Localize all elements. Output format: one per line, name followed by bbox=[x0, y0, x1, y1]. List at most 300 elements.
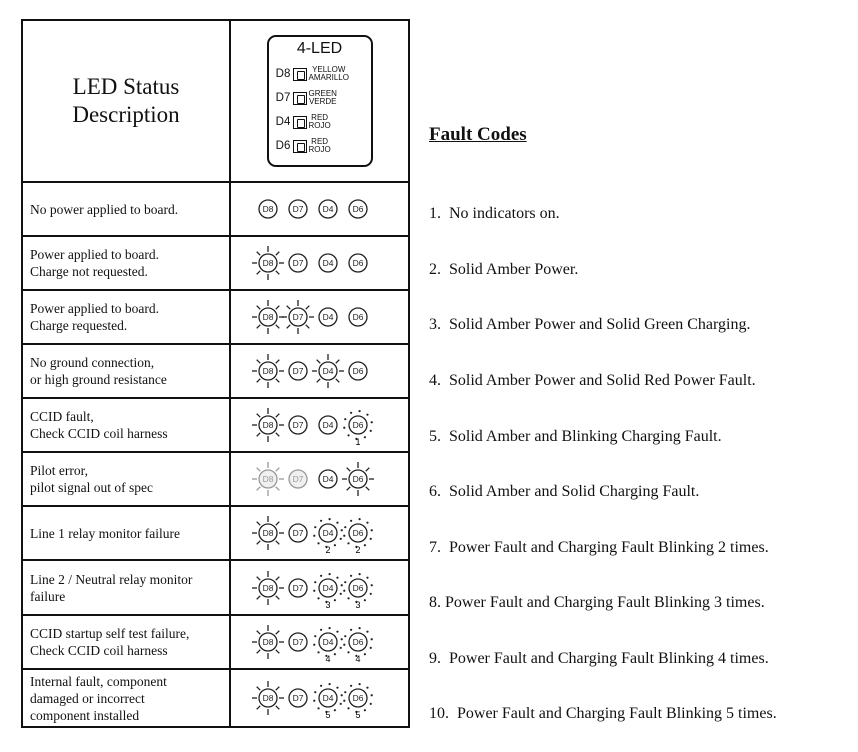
fault-code-item: 3. Solid Amber Power and Solid Green Charging. bbox=[429, 316, 751, 333]
blink-dot bbox=[347, 707, 349, 709]
light-ray bbox=[275, 541, 279, 545]
led-d4-blink bbox=[313, 627, 343, 664]
legend-row-d7 bbox=[274, 87, 337, 109]
light-ray bbox=[275, 379, 279, 383]
light-ray bbox=[275, 631, 279, 635]
blink-dot bbox=[328, 572, 330, 574]
blink-dot bbox=[313, 535, 315, 537]
led-symbol-icon bbox=[293, 116, 307, 129]
led-label: D6 bbox=[352, 258, 363, 269]
led-label: D8 bbox=[262, 312, 273, 323]
led-d8-on bbox=[252, 516, 284, 550]
light-ray bbox=[275, 706, 279, 710]
blink-count: 2 bbox=[324, 545, 331, 555]
led-d6-blink bbox=[343, 518, 373, 555]
status-description-text: CCID startup self test failure, Check CCID coil harness bbox=[30, 626, 190, 658]
led-indicator-cell bbox=[230, 290, 409, 344]
blink-dot bbox=[366, 414, 368, 416]
led-d8-on bbox=[252, 625, 284, 659]
blink-dot bbox=[343, 535, 345, 537]
blink-dot bbox=[344, 581, 346, 583]
led-d4-blink bbox=[313, 572, 343, 609]
blink-dot bbox=[314, 581, 316, 583]
led-status-description bbox=[22, 344, 230, 398]
led-indicators bbox=[250, 618, 390, 666]
header-description-text: LED Status Description bbox=[72, 74, 180, 127]
blink-dot bbox=[336, 631, 338, 633]
fault-code-item: 10. Power Fault and Charging Fault Blinking 5 times. bbox=[429, 705, 777, 722]
light-ray bbox=[335, 379, 339, 383]
light-ray bbox=[256, 706, 260, 710]
led-label: D8 bbox=[262, 528, 273, 539]
blink-dot bbox=[320, 520, 322, 522]
legend-color: GREEN bbox=[308, 89, 337, 98]
light-ray bbox=[256, 414, 260, 418]
blink-dot bbox=[363, 436, 365, 438]
light-ray bbox=[275, 487, 279, 491]
blink-dot bbox=[336, 522, 338, 524]
light-ray bbox=[256, 252, 260, 256]
blink-dot bbox=[366, 631, 368, 633]
blink-dot bbox=[344, 526, 346, 528]
led-label: D4 bbox=[322, 693, 333, 704]
fault-code-item: 1. No indicators on. bbox=[429, 205, 560, 222]
led-label: D7 bbox=[292, 258, 303, 269]
blink-dot bbox=[340, 584, 342, 586]
blink-dot bbox=[347, 434, 349, 436]
led-d6-off bbox=[349, 362, 367, 380]
led-label: D4 bbox=[322, 366, 333, 377]
fault-codes-title: Fault Codes bbox=[429, 124, 527, 145]
led-status-description bbox=[22, 669, 230, 727]
blink-dot bbox=[317, 542, 319, 544]
light-ray bbox=[256, 576, 260, 580]
light-ray bbox=[316, 360, 320, 364]
light-ray bbox=[256, 433, 260, 437]
blink-dot bbox=[363, 599, 365, 601]
fault-code-item: 5. Solid Amber and Blinking Charging Fault. bbox=[429, 428, 722, 445]
status-description-text: No power applied to board. bbox=[30, 201, 179, 217]
led-label: D6 bbox=[352, 637, 363, 648]
led-status-description bbox=[22, 398, 230, 452]
light-ray bbox=[365, 468, 369, 472]
led-status-description bbox=[22, 452, 230, 506]
blink-count: 3 bbox=[354, 599, 361, 610]
led-label: D6 bbox=[352, 474, 363, 485]
status-description-text: Pilot error, pilot signal out of spec bbox=[30, 463, 153, 495]
status-description-text: No ground connection, or high ground resistance bbox=[30, 355, 167, 387]
table-row bbox=[22, 182, 409, 236]
light-ray bbox=[256, 595, 260, 599]
light-ray bbox=[275, 650, 279, 654]
light-ray bbox=[256, 487, 260, 491]
light-ray bbox=[275, 306, 279, 310]
legend-color: RED bbox=[311, 137, 329, 146]
led-status-description bbox=[22, 506, 230, 560]
blink-dot bbox=[336, 576, 338, 578]
light-ray bbox=[305, 306, 309, 310]
blink-dot bbox=[366, 576, 368, 578]
led-symbol-icon bbox=[293, 140, 307, 153]
legend-color: RED bbox=[311, 113, 329, 122]
blink-dot bbox=[343, 644, 345, 646]
light-ray bbox=[275, 325, 279, 329]
blink-dot bbox=[344, 635, 346, 637]
blink-dot bbox=[317, 597, 319, 599]
led-label: D8 bbox=[262, 474, 273, 485]
led-label: D7 bbox=[292, 528, 303, 539]
blink-dot bbox=[369, 703, 371, 705]
led-d8-on bbox=[252, 571, 284, 605]
blink-dot bbox=[320, 629, 322, 631]
blink-dot bbox=[350, 520, 352, 522]
blink-dot bbox=[370, 529, 372, 531]
led-symbol-icon bbox=[293, 92, 307, 105]
blink-dot bbox=[350, 629, 352, 631]
blink-dot bbox=[314, 526, 316, 528]
legend-color-es: AMARILLO bbox=[308, 73, 349, 82]
blink-dot bbox=[333, 544, 335, 546]
led-label: D7 bbox=[292, 204, 303, 215]
blink-count: 5 bbox=[324, 710, 331, 720]
led-d6-blink bbox=[343, 410, 373, 447]
status-description-text: CCID fault, Check CCID coil harness bbox=[30, 409, 168, 441]
led-d7-off bbox=[289, 362, 307, 380]
blink-dot bbox=[350, 412, 352, 414]
legend-code: D8 bbox=[275, 68, 291, 80]
led-d8-on bbox=[252, 408, 284, 442]
led-label: D8 bbox=[262, 420, 273, 431]
led-d8-on bbox=[252, 681, 284, 715]
led-label: D6 bbox=[352, 366, 363, 377]
led-label: D4 bbox=[322, 637, 333, 648]
led-d7-on bbox=[282, 300, 314, 334]
led-d7-gray bbox=[289, 470, 307, 488]
blink-dot bbox=[370, 638, 372, 640]
led-d6-blink bbox=[343, 572, 373, 609]
blink-dot bbox=[340, 694, 342, 696]
light-ray bbox=[275, 360, 279, 364]
led-label: D6 bbox=[352, 693, 363, 704]
led-status-description bbox=[22, 236, 230, 290]
light-ray bbox=[335, 360, 339, 364]
status-description-text: Line 2 / Neutral relay monitor failure bbox=[30, 571, 193, 604]
led-label: D4 bbox=[322, 312, 333, 323]
blink-dot bbox=[333, 653, 335, 655]
blink-dot bbox=[320, 685, 322, 687]
blink-count: 4 bbox=[324, 654, 331, 664]
table-row bbox=[22, 344, 409, 398]
legend-code: D7 bbox=[275, 92, 291, 104]
fault-code-item: 6. Solid Amber and Solid Charging Fault. bbox=[429, 483, 700, 500]
led-d4-off bbox=[319, 470, 337, 488]
led-label: D6 bbox=[352, 582, 363, 593]
led-indicators bbox=[250, 239, 390, 287]
led-label: D7 bbox=[292, 582, 303, 593]
light-ray bbox=[256, 360, 260, 364]
led-indicators bbox=[250, 564, 390, 612]
status-description-text: Power applied to board. Charge requested. bbox=[30, 301, 159, 333]
led-d6-blink bbox=[343, 683, 373, 720]
light-ray bbox=[275, 433, 279, 437]
blink-count: 4 bbox=[354, 654, 361, 664]
blink-dot bbox=[340, 529, 342, 531]
led-label: D4 bbox=[322, 582, 333, 593]
led-label: D6 bbox=[352, 204, 363, 215]
legend-color-es: VERDE bbox=[308, 97, 337, 106]
light-ray bbox=[346, 468, 350, 472]
led-label: D8 bbox=[262, 637, 273, 648]
blink-dot bbox=[333, 709, 335, 711]
led-d7-off bbox=[289, 254, 307, 272]
table-row bbox=[22, 236, 409, 290]
light-ray bbox=[256, 631, 260, 635]
blink-dot bbox=[339, 647, 341, 649]
blink-dot bbox=[339, 592, 341, 594]
light-ray bbox=[256, 325, 260, 329]
light-ray bbox=[305, 325, 309, 329]
light-ray bbox=[275, 414, 279, 418]
led-label: D4 bbox=[322, 258, 333, 269]
blink-dot bbox=[343, 700, 345, 702]
led-d4-on bbox=[312, 354, 344, 388]
blink-dot bbox=[317, 651, 319, 653]
blink-dot bbox=[363, 653, 365, 655]
led-label: D4 bbox=[322, 204, 333, 215]
legend-title: 4-LED bbox=[296, 40, 343, 57]
blink-count: 3 bbox=[324, 599, 331, 610]
blink-dot bbox=[369, 592, 371, 594]
blink-dot bbox=[320, 574, 322, 576]
blink-dot bbox=[333, 599, 335, 601]
led-d7-off bbox=[289, 579, 307, 597]
fault-code-item: 9. Power Fault and Charging Fault Blinking 4 times. bbox=[429, 650, 769, 667]
light-ray bbox=[256, 650, 260, 654]
led-status-description bbox=[22, 290, 230, 344]
led-indicators bbox=[250, 185, 390, 233]
led-indicator-cell bbox=[230, 236, 409, 290]
table-row bbox=[22, 615, 409, 669]
led-indicators bbox=[250, 347, 390, 395]
blink-dot bbox=[350, 685, 352, 687]
led-label: D6 bbox=[352, 312, 363, 323]
blink-dot bbox=[339, 703, 341, 705]
blink-dot bbox=[369, 538, 371, 540]
light-ray bbox=[286, 306, 290, 310]
status-description-text: Power applied to board. Charge not requested. bbox=[30, 247, 159, 279]
led-d6-on bbox=[342, 462, 374, 496]
blink-dot bbox=[358, 572, 360, 574]
blink-dot bbox=[358, 518, 360, 520]
led-label: D7 bbox=[292, 637, 303, 648]
blink-dot bbox=[313, 589, 315, 591]
blink-dot bbox=[366, 522, 368, 524]
led-d6-off bbox=[349, 308, 367, 326]
table-row bbox=[22, 290, 409, 344]
light-ray bbox=[275, 522, 279, 526]
led-d7-off bbox=[289, 524, 307, 542]
led-label: D6 bbox=[352, 528, 363, 539]
blink-dot bbox=[350, 574, 352, 576]
blink-dot bbox=[317, 707, 319, 709]
led-d6-blink bbox=[343, 627, 373, 664]
fault-code-item: 7. Power Fault and Charging Fault Blinking 2 times. bbox=[429, 539, 769, 556]
legend-color: YELLOW bbox=[312, 65, 346, 74]
blink-dot bbox=[328, 518, 330, 520]
led-label: D8 bbox=[262, 693, 273, 704]
legend-row-d6 bbox=[274, 135, 331, 157]
blink-dot bbox=[369, 430, 371, 432]
led-label: D7 bbox=[292, 693, 303, 704]
legend-row-d4 bbox=[274, 111, 331, 133]
table-row bbox=[22, 560, 409, 615]
led-d7-off bbox=[289, 416, 307, 434]
blink-dot bbox=[363, 544, 365, 546]
led-indicator-cell bbox=[230, 182, 409, 236]
blink-dot bbox=[328, 627, 330, 629]
led-d8-off bbox=[259, 200, 277, 218]
blink-dot bbox=[358, 410, 360, 412]
led-d4-blink bbox=[313, 518, 343, 555]
led-d8-on-gray bbox=[252, 462, 284, 496]
fault-code-item: 8. Power Fault and Charging Fault Blinking 3 times. bbox=[429, 594, 765, 611]
legend-row-d8 bbox=[274, 63, 349, 85]
light-ray bbox=[346, 487, 350, 491]
led-status-description bbox=[22, 182, 230, 236]
light-ray bbox=[275, 687, 279, 691]
legend-color-es: ROJO bbox=[308, 145, 331, 154]
light-ray bbox=[275, 468, 279, 472]
blink-dot bbox=[336, 687, 338, 689]
led-symbol-icon bbox=[293, 68, 307, 81]
led-label: D4 bbox=[322, 528, 333, 539]
light-ray bbox=[275, 595, 279, 599]
light-ray bbox=[286, 325, 290, 329]
light-ray bbox=[316, 379, 320, 383]
led-d4-off bbox=[319, 416, 337, 434]
led-indicators bbox=[250, 293, 390, 341]
led-label: D8 bbox=[262, 582, 273, 593]
legend-code: D6 bbox=[275, 140, 291, 152]
blink-count: 2 bbox=[354, 545, 361, 555]
table-row bbox=[22, 506, 409, 560]
led-label: D4 bbox=[322, 420, 333, 431]
blink-dot bbox=[314, 635, 316, 637]
led-status-table bbox=[21, 19, 410, 728]
blink-dot bbox=[339, 538, 341, 540]
led-indicator-cell bbox=[230, 398, 409, 452]
light-ray bbox=[256, 468, 260, 472]
light-ray bbox=[256, 379, 260, 383]
light-ray bbox=[256, 541, 260, 545]
led-d8-on bbox=[252, 354, 284, 388]
blink-dot bbox=[347, 542, 349, 544]
blink-dot bbox=[370, 421, 372, 423]
blink-dot bbox=[347, 651, 349, 653]
led-label: D7 bbox=[292, 420, 303, 431]
led-d7-off bbox=[289, 633, 307, 651]
led-status-description bbox=[22, 560, 230, 615]
light-ray bbox=[256, 271, 260, 275]
fault-code-item: 4. Solid Amber Power and Solid Red Power Fault. bbox=[429, 372, 756, 389]
led-label: D7 bbox=[292, 312, 303, 323]
light-ray bbox=[256, 687, 260, 691]
blink-dot bbox=[340, 638, 342, 640]
led-label: D6 bbox=[352, 420, 363, 431]
blink-dot bbox=[343, 427, 345, 429]
led-indicator-cell bbox=[230, 506, 409, 560]
led-legend bbox=[267, 35, 373, 167]
blink-dot bbox=[363, 709, 365, 711]
led-indicators bbox=[250, 401, 390, 449]
light-ray bbox=[256, 306, 260, 310]
led-label: D7 bbox=[292, 366, 303, 377]
status-description-text: Internal fault, component damaged or incorrect component installed bbox=[30, 673, 167, 723]
led-status-description bbox=[22, 615, 230, 669]
led-indicators bbox=[250, 455, 390, 503]
led-indicator-cell bbox=[230, 615, 409, 669]
led-indicators bbox=[250, 509, 390, 557]
blink-count: 1 bbox=[354, 437, 361, 447]
legend-code: D4 bbox=[275, 116, 291, 128]
table-row bbox=[22, 452, 409, 506]
table-row bbox=[22, 669, 409, 727]
blink-dot bbox=[313, 644, 315, 646]
led-d6-off bbox=[349, 200, 367, 218]
legend-color-es: ROJO bbox=[308, 121, 331, 130]
led-indicator-cell bbox=[230, 560, 409, 615]
led-label: D8 bbox=[262, 258, 273, 269]
blink-dot bbox=[313, 700, 315, 702]
blink-dot bbox=[328, 683, 330, 685]
led-indicator-cell bbox=[230, 452, 409, 506]
table-row bbox=[22, 398, 409, 452]
header-legend-cell bbox=[230, 20, 409, 182]
blink-dot bbox=[344, 418, 346, 420]
led-indicator-cell bbox=[230, 669, 409, 727]
led-d4-blink bbox=[313, 683, 343, 720]
light-ray bbox=[365, 487, 369, 491]
blink-dot bbox=[370, 584, 372, 586]
blink-dot bbox=[343, 589, 345, 591]
led-label: D8 bbox=[262, 204, 273, 215]
led-label: D4 bbox=[322, 474, 333, 485]
led-d4-off bbox=[319, 254, 337, 272]
led-label: D8 bbox=[262, 366, 273, 377]
blink-dot bbox=[358, 683, 360, 685]
table-header-row bbox=[22, 20, 409, 182]
led-label: D7 bbox=[292, 474, 303, 485]
blink-dot bbox=[344, 691, 346, 693]
led-d8-on bbox=[252, 246, 284, 280]
light-ray bbox=[275, 271, 279, 275]
led-indicators bbox=[250, 674, 390, 722]
blink-dot bbox=[366, 687, 368, 689]
blink-dot bbox=[314, 691, 316, 693]
light-ray bbox=[275, 576, 279, 580]
led-d4-off bbox=[319, 308, 337, 326]
led-d4-off bbox=[319, 200, 337, 218]
status-description-text: Line 1 relay monitor failure bbox=[30, 525, 180, 541]
led-d8-on bbox=[252, 300, 284, 334]
led-d6-off bbox=[349, 254, 367, 272]
light-ray bbox=[256, 522, 260, 526]
blink-dot bbox=[370, 694, 372, 696]
led-d7-off bbox=[289, 689, 307, 707]
header-description bbox=[22, 20, 230, 182]
fault-code-item: 2. Solid Amber Power. bbox=[429, 261, 579, 278]
blink-dot bbox=[347, 597, 349, 599]
